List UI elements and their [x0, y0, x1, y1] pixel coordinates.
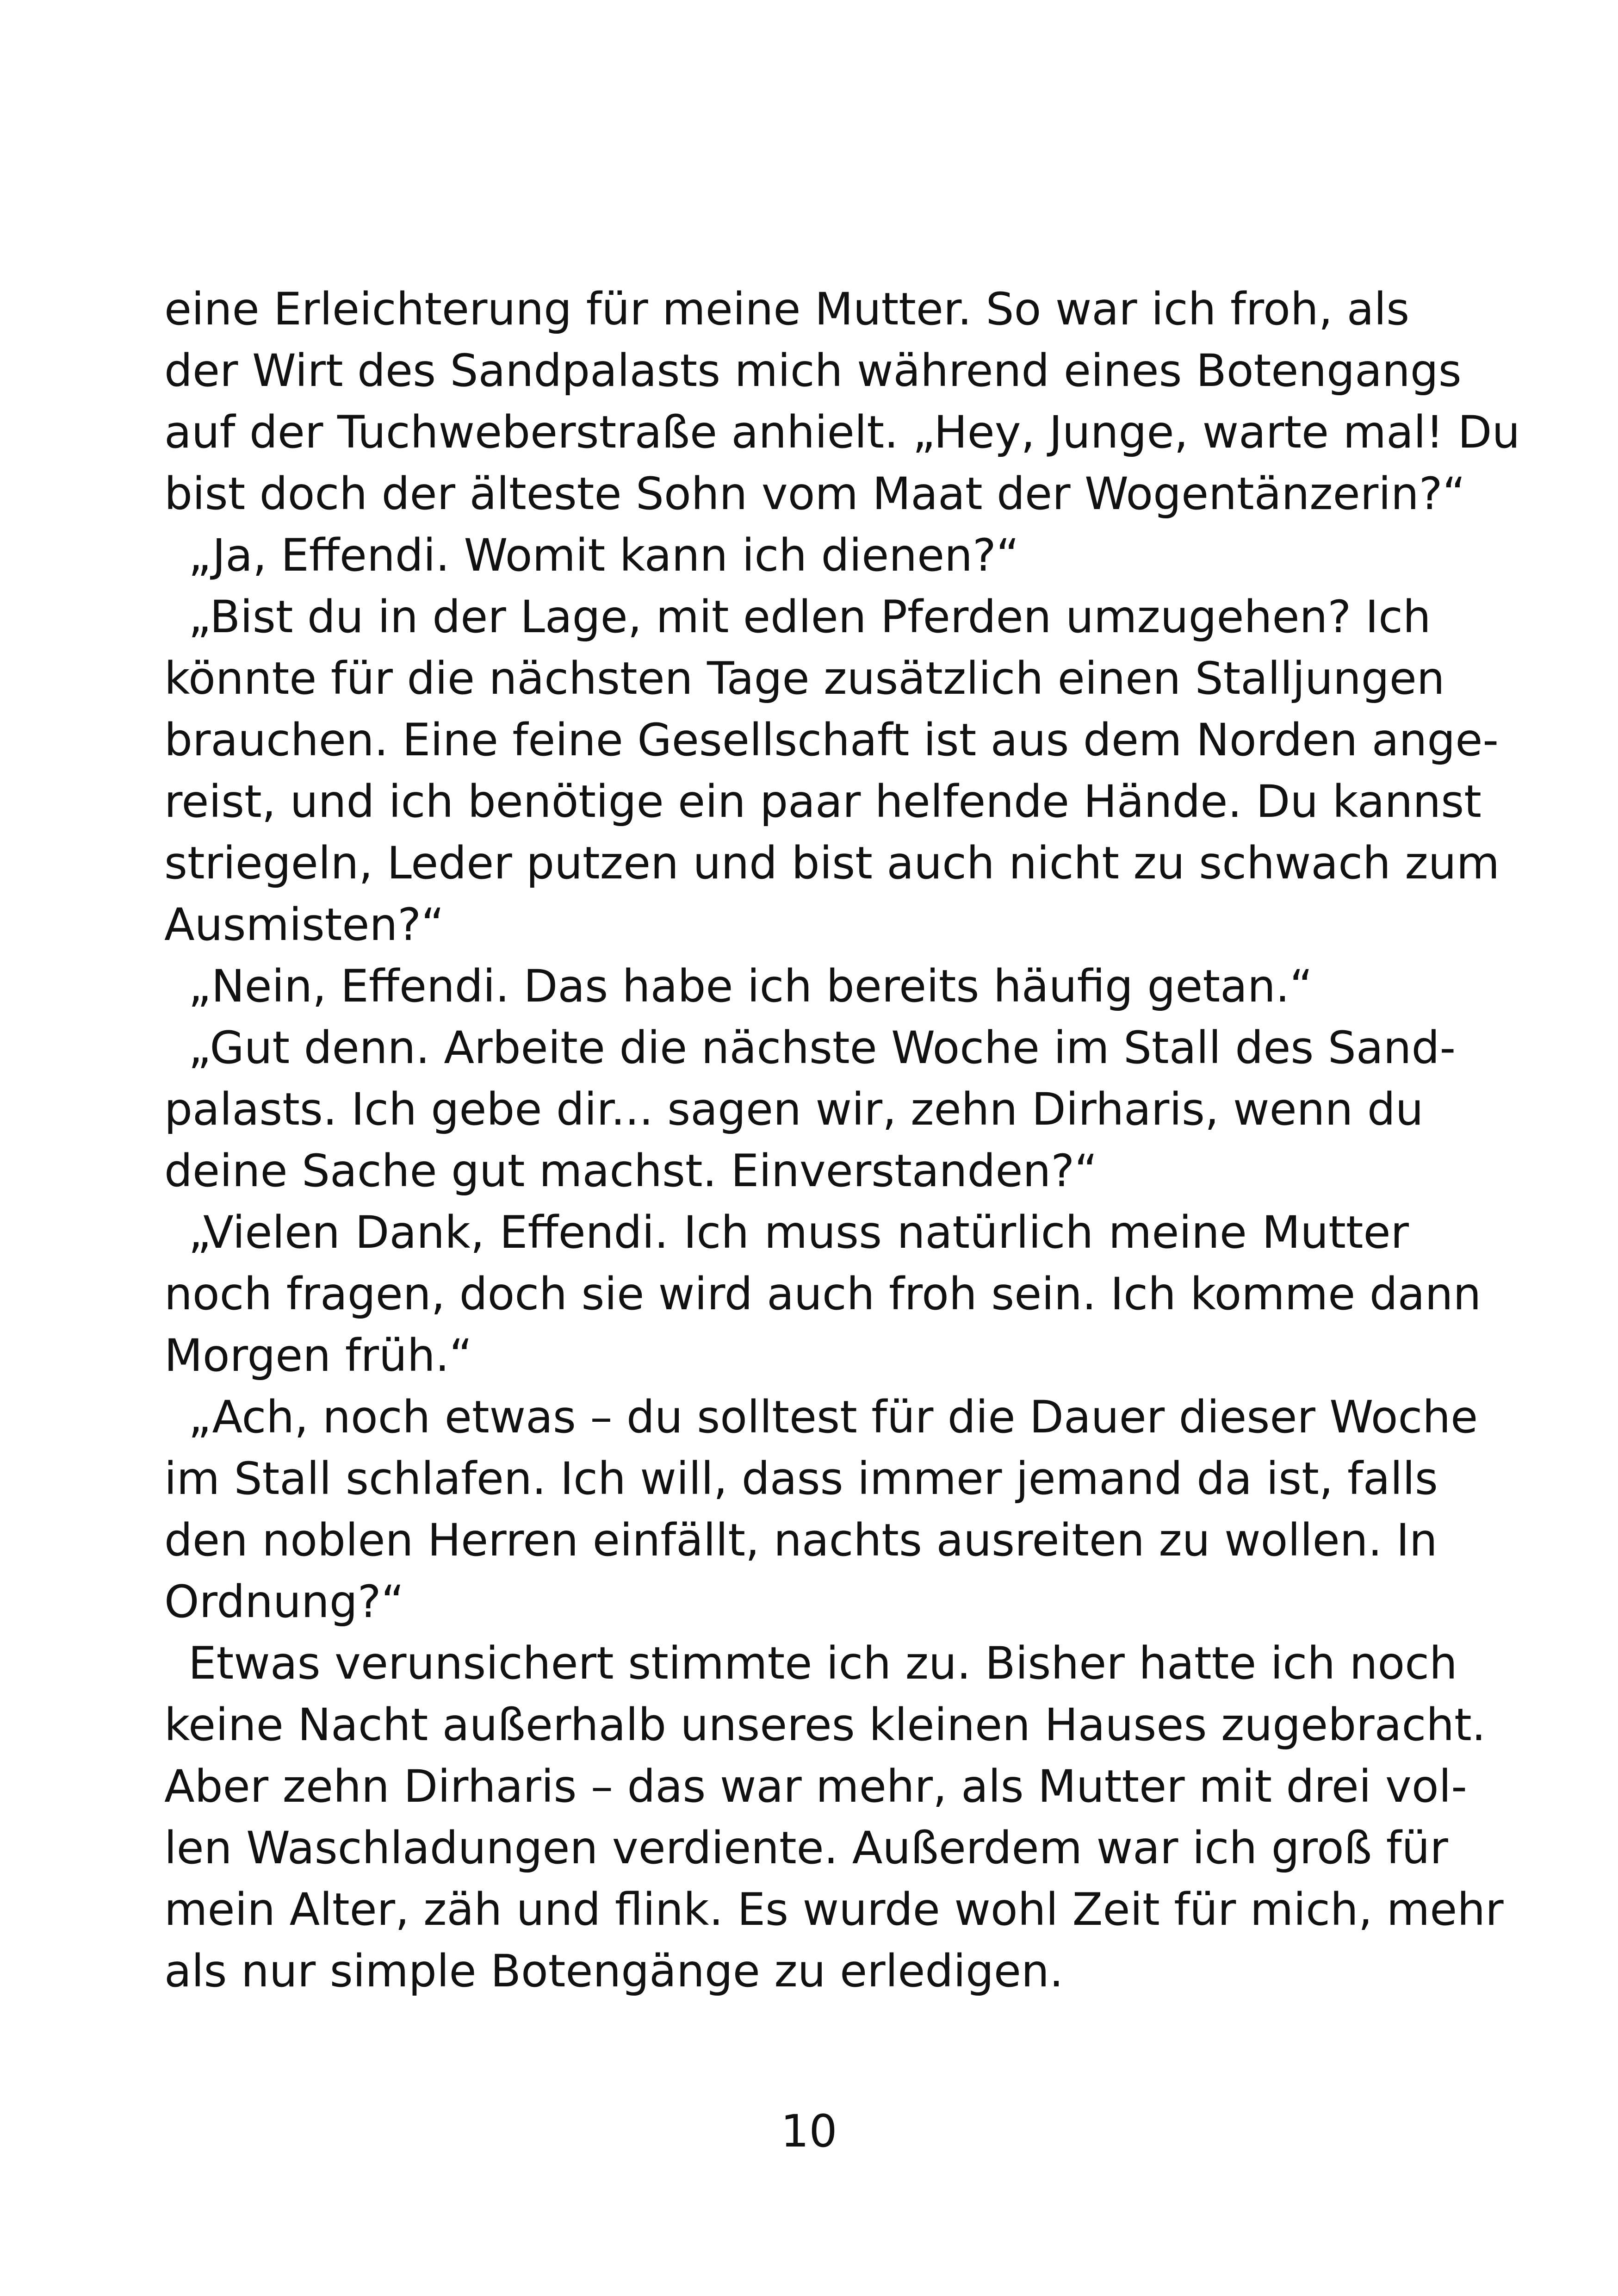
page-number: 10 — [781, 2105, 837, 2157]
text-line: „Gut denn. Arbeite die nächste Woche im Stall des Sand- — [188, 1022, 1456, 1074]
text-line: Etwas verunsichert stimmte ich zu. Bisher hatte ich noch — [188, 1637, 1457, 1689]
text-line: mein Alter, zäh und flink. Es wurde wohl Zeit für mich, mehr — [164, 1884, 1504, 1935]
text-line: könnte für die nächsten Tage zusätzlich einen Stalljungen — [164, 653, 1445, 704]
text-line: im Stall schlafen. Ich will, dass immer jemand da ist, falls — [164, 1453, 1438, 1505]
text-line: reist, und ich benötige ein paar helfende Hände. Du kannst — [164, 776, 1482, 828]
text-line: auf der Tuchweberstraße anhielt. „Hey, Junge, warte mal! Du — [164, 406, 1520, 458]
text-line: Ausmisten?“ — [164, 899, 444, 951]
text-line: „Nein, Effendi. Das habe ich bereits häufig getan.“ — [188, 960, 1313, 1012]
text-line: Ordnung?“ — [164, 1576, 404, 1628]
text-line: der Wirt des Sandpalasts mich während eines Botengangs — [164, 345, 1462, 397]
text-line: „Vielen Dank, Effendi. Ich muss natürlich meine Mutter — [188, 1207, 1409, 1258]
text-line: palasts. Ich gebe dir... sagen wir, zehn Dirharis, wenn du — [164, 1083, 1424, 1135]
text-line: „Bist du in der Lage, mit edlen Pferden umzugehen? Ich — [188, 591, 1431, 643]
text-line: als nur simple Botengänge zu erledigen. — [164, 1945, 1064, 1997]
text-line: noch fragen, doch sie wird auch froh sein. Ich komme dann — [164, 1268, 1482, 1320]
body-text — [164, 279, 1520, 2002]
text-line: Aber zehn Dirharis – das war mehr, als Mutter mit drei vol- — [164, 1761, 1467, 1812]
text-line: den noblen Herren einfällt, nachts ausreiten zu wollen. In — [164, 1514, 1438, 1566]
text-line: bist doch der älteste Sohn vom Maat der Wogentänzerin?“ — [164, 468, 1466, 520]
text-line: Morgen früh.“ — [164, 1330, 472, 1381]
text-line: „Ach, noch etwas – du solltest für die Dauer dieser Woche — [188, 1391, 1478, 1443]
text-line: deine Sache gut machst. Einverstanden?“ — [164, 1145, 1098, 1197]
text-line: striegeln, Leder putzen und bist auch nicht zu schwach zum — [164, 837, 1500, 889]
text-line: keine Nacht außerhalb unseres kleinen Hauses zugebracht. — [164, 1699, 1486, 1751]
text-line: „Ja, Effendi. Womit kann ich dienen?“ — [188, 529, 1019, 581]
text-line: eine Erleichterung für meine Mutter. So war ich froh, als — [164, 283, 1410, 335]
text-line: brauchen. Eine feine Gesellschaft ist aus dem Norden ange- — [164, 714, 1499, 766]
text-line: len Waschladungen verdiente. Außerdem war ich groß für — [164, 1822, 1448, 1874]
